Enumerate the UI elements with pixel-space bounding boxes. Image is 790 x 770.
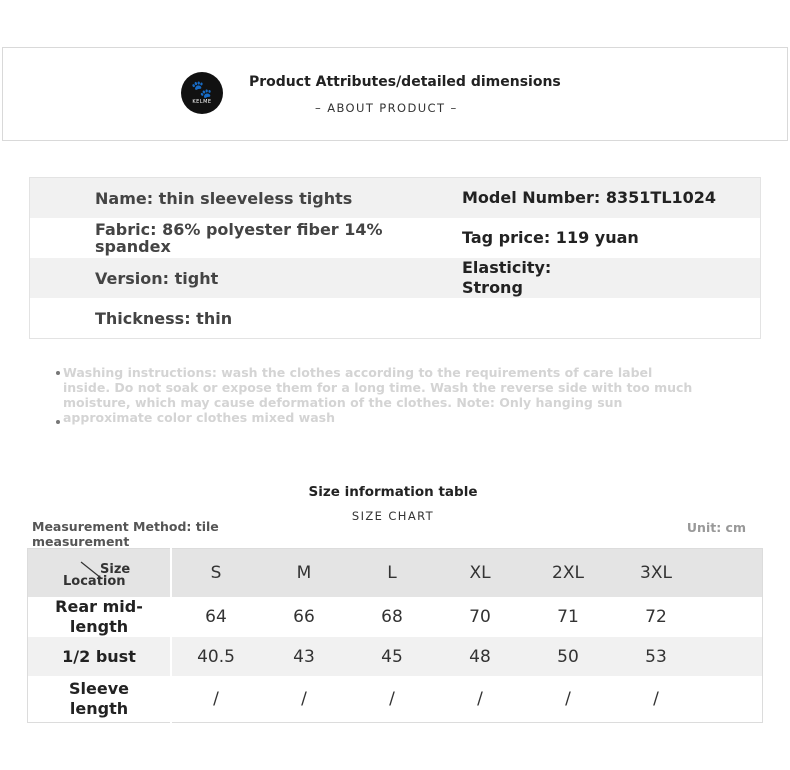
- size-table-title: Size information table: [308, 484, 478, 500]
- attribute-row: [30, 218, 761, 258]
- brand-logo: [181, 72, 223, 114]
- table-row: [28, 597, 763, 637]
- size-table: [27, 548, 763, 723]
- table-row: [28, 676, 763, 723]
- bullet-icon: [56, 371, 60, 375]
- size-header: L: [348, 549, 436, 598]
- table-cell-spacer: [700, 637, 763, 676]
- attributes-table: [29, 177, 761, 339]
- table-cell: 48: [436, 637, 524, 676]
- size-header: S: [171, 549, 260, 598]
- attribute-row: [30, 178, 761, 219]
- table-cell: 40.5: [171, 637, 260, 676]
- table-cell: /: [612, 676, 700, 723]
- unit-label: Unit: cm: [686, 520, 746, 535]
- table-cell: 68: [348, 597, 436, 637]
- logo-text: KELME: [192, 98, 212, 105]
- attribute-row: [30, 298, 761, 339]
- table-cell: 64: [171, 597, 260, 637]
- attribute-empty: [460, 298, 761, 339]
- size-header: XL: [436, 549, 524, 598]
- table-cell: 71: [524, 597, 612, 637]
- table-cell: 53: [612, 637, 700, 676]
- corner-location-label: Location: [63, 574, 126, 589]
- attribute-model-number: Model Number: 8351TL1024: [460, 178, 761, 219]
- table-cell: /: [171, 676, 260, 723]
- elasticity-text: Elasticity: Strong: [462, 258, 552, 297]
- table-cell: 66: [260, 597, 348, 637]
- table-cell: 50: [524, 637, 612, 676]
- corner-size-label: Size: [100, 562, 131, 577]
- table-cell: /: [348, 676, 436, 723]
- table-cell: 72: [612, 597, 700, 637]
- size-header: 3XL: [612, 549, 700, 598]
- row-label: [28, 597, 172, 637]
- table-cell: 70: [436, 597, 524, 637]
- table-row: [28, 637, 763, 676]
- size-header: M: [260, 549, 348, 598]
- table-cell: /: [260, 676, 348, 723]
- table-cell: 45: [348, 637, 436, 676]
- row-label: 1/2 bust: [28, 637, 172, 676]
- table-cell-spacer: [700, 597, 763, 637]
- paw-icon: 🐾: [191, 79, 213, 100]
- section-subtitle: – ABOUT PRODUCT –: [315, 101, 458, 115]
- section-title: Product Attributes/detailed dimensions: [249, 74, 561, 90]
- attribute-fabric: Fabric: 86% polyester fiber 14% spandex: [95, 220, 383, 256]
- row-label-text: Sleeve length: [69, 679, 129, 718]
- attribute-version: Version: tight: [30, 258, 461, 298]
- row-label: [28, 676, 172, 723]
- table-cell: 43: [260, 637, 348, 676]
- corner-cell: [28, 549, 172, 598]
- washing-text: Washing instructions: wash the clothes according to the requirements of care label inside. Do not soak or expose them for a long time. Wash the reverse side with too much moisture, which may cause deformation of the clothes. Note: Only hanging sun approximate color clothes mixed wash: [63, 365, 693, 425]
- table-cell: /: [436, 676, 524, 723]
- measurement-method: Measurement Method: tile measurement: [32, 519, 219, 549]
- size-header-row: [28, 549, 763, 598]
- attribute-thickness: Thickness: thin: [95, 308, 233, 328]
- table-cell-spacer: [700, 676, 763, 723]
- row-label-text: Rear mid-length: [55, 597, 143, 636]
- attribute-row: [30, 258, 761, 298]
- size-table-subtitle: SIZE CHART: [351, 509, 435, 523]
- bullet-icon: [56, 420, 60, 424]
- attribute-name: Name: thin sleeveless tights: [30, 178, 461, 219]
- size-header: 2XL: [524, 549, 612, 598]
- washing-instructions: [56, 365, 696, 425]
- product-header: [2, 47, 788, 141]
- size-header-spacer: [700, 549, 763, 598]
- table-cell: /: [524, 676, 612, 723]
- attribute-elasticity: [460, 258, 761, 298]
- attribute-tag-price: Tag price: 119 yuan: [462, 228, 639, 247]
